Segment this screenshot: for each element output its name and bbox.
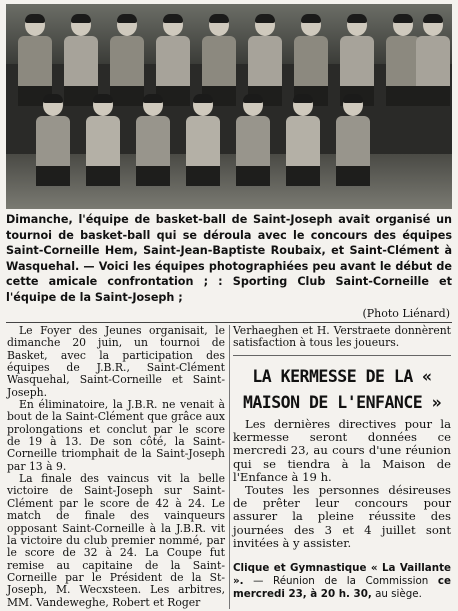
team-photograph	[6, 4, 452, 209]
column-divider	[229, 325, 230, 609]
caption-divider	[6, 322, 452, 323]
article-paragraph: La finale des vaincus vit la belle victoire de Saint-Joseph sur Saint-Clément par le score de 42 à 24. Le match de finale des vainqueurs opposant Saint-Corneille à la J.B.R. vit la victoire du club premier nommé, par le score de 32 à 24. La Coupe fut remise au capitaine de la Saint-Corneille par le Président de la St-Joseph, M. Wecxsteen. Les arbitres, MM. Vandeweghe, Robert et Roger	[7, 472, 225, 609]
notice-end: au siège.	[371, 588, 422, 600]
article-kermesse	[233, 418, 451, 550]
article-paragraph: Le Foyer des Jeunes organisait, le dimanche 20 juin, un tournoi de Basket, avec la participation des équipes de J.B.R., Saint-Clément Wasquehal, Saint-Corneille et Saint-Joseph.	[7, 324, 225, 399]
section-divider	[233, 355, 451, 356]
notice-date: ce mercredi 23, à 20 h. 30,	[233, 575, 451, 600]
notice-text: — Réunion de la Commission	[243, 575, 438, 587]
article-basket	[7, 325, 225, 609]
article-paragraph: Verhaeghen et H. Verstraete donnèrent satisfaction à tous les joueurs.	[233, 324, 451, 350]
notice-clique	[233, 562, 451, 601]
article-paragraph: Toutes les personnes désireuses de prêter leur concours pour assurer la pleine réussite des journées des 3 et 4 juillet sont invitées à y assister.	[233, 483, 451, 550]
headline-kermesse: LA KERMESSE DE LA « MAISON DE L'ENFANCE »	[242, 367, 442, 412]
photo-credit: (Photo Liénard)	[362, 307, 450, 320]
article-paragraph: En éliminatoire, la J.B.R. ne venait à bout de la Saint-Clément que grâce aux prolongations et conclut par le score de 19 à 13. De son côté, la Saint-Corneille triomphait de la Saint-Joseph par 13 à 9.	[7, 398, 225, 473]
article-paragraph: Les dernières directives pour la kermesse seront données ce mercredi 23, au cours d'une réunion qui se tiendra à la Maison de l'Enfance à 19 h.	[233, 417, 451, 484]
article-basket-continued	[233, 325, 451, 350]
photo-caption: Dimanche, l'équipe de basket-ball de Saint-Joseph avait organisé un tournoi de basket-ball qui se déroula avec le concours des équipes Saint-Corneille Hem, Saint-Jean-Baptiste Roubaix, et Saint-Clément à Wasquehal. — Voici les équipes photographiées peu avant le début de cette amicale confrontation ; : Sporting Club Saint-Corneille et l'équipe de la Saint-Joseph ;	[6, 213, 452, 304]
notice-title: Clique et Gymnastique « La Vaillante ».	[233, 562, 451, 587]
photo-ground	[6, 154, 452, 209]
